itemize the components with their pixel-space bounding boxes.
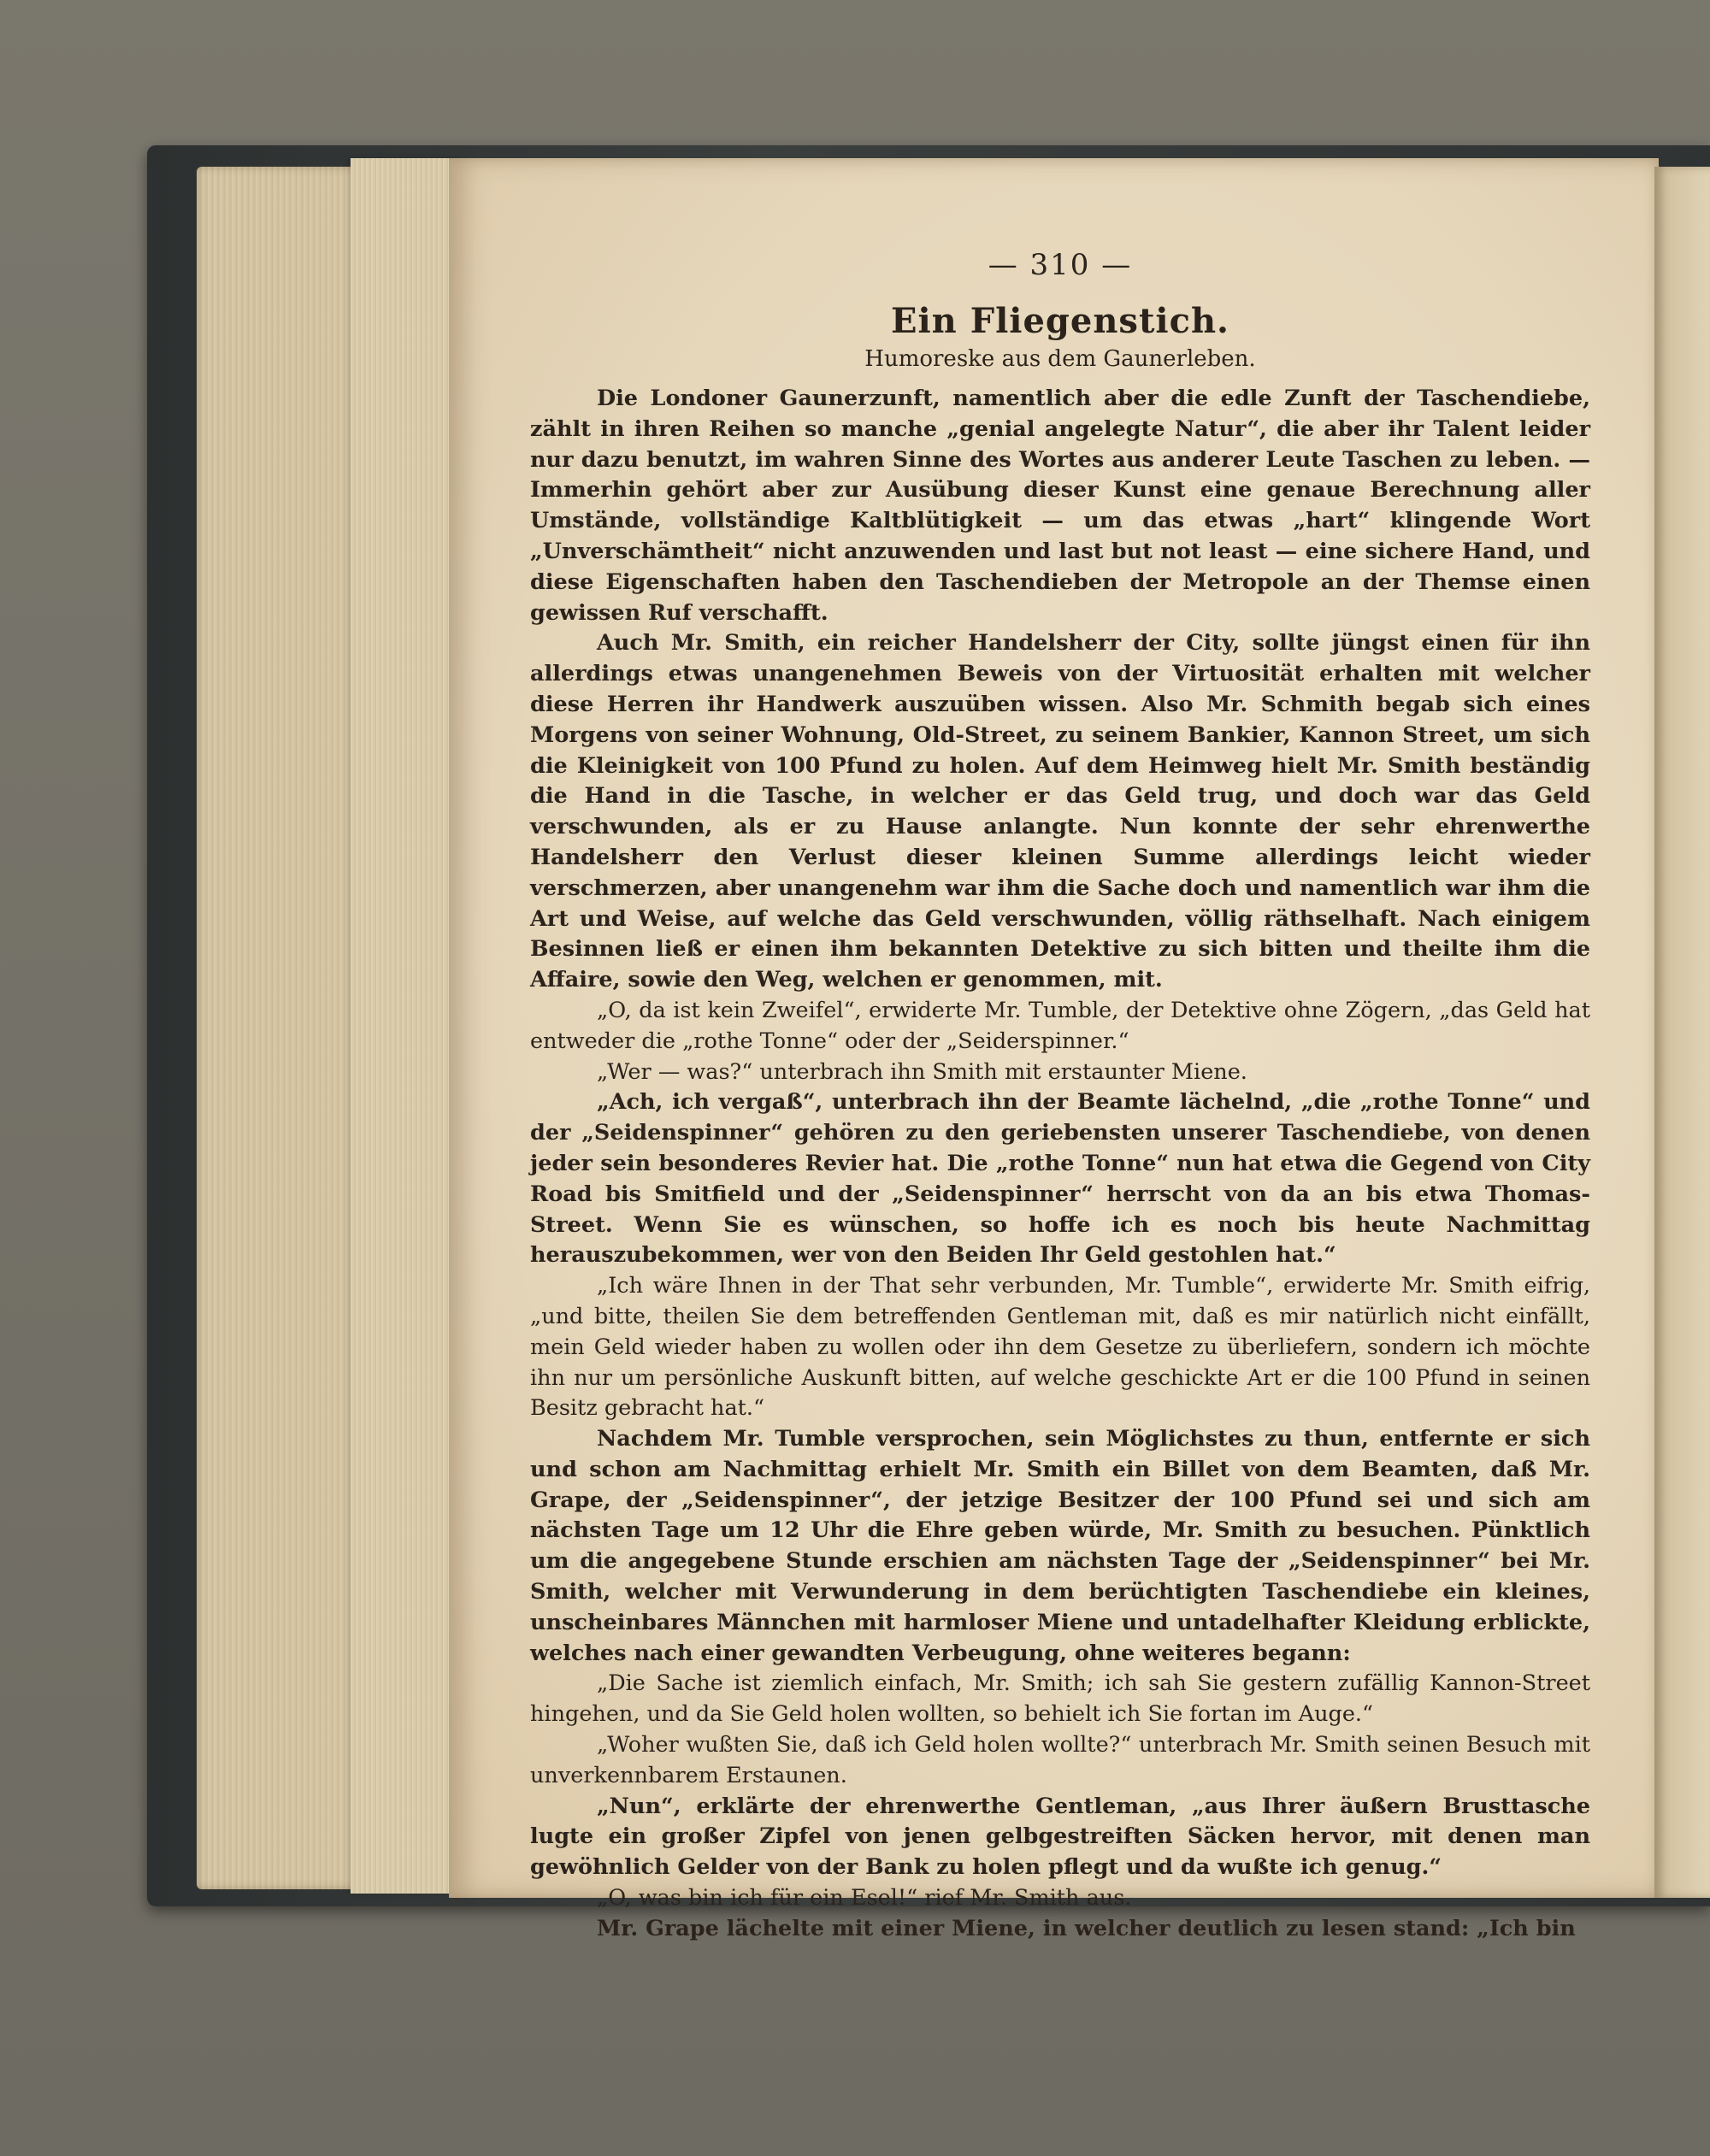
page-text <box>530 248 1590 1945</box>
story-title: Ein Fliegenstich. <box>891 301 1229 341</box>
story-body <box>530 384 1590 1945</box>
paragraph: Nachdem Mr. Tumble versprochen, sein Möglichstes zu thun, entfernte er sich und schon am Nachmittag erhielt Mr. Smith ein Billet von dem Beamten, daß Mr. Grape, der „Seidenspinner“, der jetzige Besitzer der 100 Pfund sei und sich am nächsten Tage um 12 Uhr die Ehre geben würde, Mr. Smith zu besuchen. Pünktlich um die angegebene Stunde erschien am nächsten Tage der „Seidenspinner“ bei Mr. Smith, welcher mit Verwunderung in dem berüchtigten Taschendiebe ein kleines, unscheinbares Männchen mit harmloser Miene und untadelhafter Kleidung erblickte, welches nach einer gewandten Verbeugung, ohne weiteres begann: <box>530 1426 1590 1666</box>
paragraph: „Woher wußten Sie, daß ich Geld holen wollte?“ unterbrach Mr. Smith seinen Besuch mit unverkennbarem Erstaunen. <box>530 1732 1590 1788</box>
paragraph: „Nun“, erklärte der ehrenwerthe Gentleman, „aus Ihrer äußern Brusttasche lugte ein großer Zipfel von jenen gelbgestreiften Säcken hervor, mit denen man gewöhnlich Gelder von der Bank zu holen pflegt und da wußte ich genug.“ <box>530 1793 1590 1881</box>
paragraph: „O, was bin ich für ein Esel!“ rief Mr. Smith aus. <box>597 1885 1132 1912</box>
story-subtitle: Humoreske aus dem Gaunerleben. <box>864 346 1256 372</box>
paragraph: „Die Sache ist ziemlich einfach, Mr. Smith; ich sah Sie gestern zufällig Kannon-Street hingehen, und da Sie Geld holen wollten, so behielt ich Sie fortan im Auge.“ <box>530 1670 1590 1728</box>
paragraph: Auch Mr. Smith, ein reicher Handelsherr der City, sollte jüngst einen für ihn allerdings etwas unangenehmen Beweis von der Virtuosität erhalten mit welcher diese Herren ihr Handwerk auszuüben wissen. Also Mr. Schmith begab sich eines Morgens von seiner Wohnung, Old-Street, zu seinem Bankier, Kannon Street, um sich die Kleinigkeit von 100 Pfund zu holen. Auf dem Heimweg hielt Mr. Smith beständig die Hand in die Tasche, in welcher er das Geld trug, und doch war das Geld verschwunden, als er zu Hause anlangte. Nun konnte der sehr ehrenwerthe Handelsherr den Verlust dieser kleinen Summe allerdings leicht wieder verschmerzen, aber unangenehm war ihm die Sache doch und namentlich war ihm die Art und Weise, auf welche das Geld verschwunden, völlig räthselhaft. Nach einigem Besinnen ließ er einen ihm bekannten Detektive zu sich bitten und theilte ihm die Affaire, sowie den Weg, welchen er genommen, mit. <box>530 630 1590 993</box>
paragraph: Mr. Grape lächelte mit einer Miene, in welcher deutlich zu lesen stand: „Ich bin <box>597 1915 1576 1941</box>
page-number: — 310 — <box>988 248 1133 282</box>
paragraph: „Wer — was?“ unterbrach ihn Smith mit erstaunter Miene. <box>597 1058 1247 1085</box>
page-block-edges-inner <box>351 158 462 1894</box>
next-page-edge <box>1654 167 1710 1898</box>
paragraph: „Ich wäre Ihnen in der That sehr verbunden, Mr. Tumble“, erwiderte Mr. Smith eifrig, „und bitte, theilen Sie dem betreffenden Gentleman mit, daß es mir natürlich nicht einfällt, mein Geld wieder haben zu wollen oder ihn dem Gesetze zu überliefern, sondern ich möchte ihn nur um persönliche Auskunft bitten, auf welche geschickte Art er die 100 Pfund in seinen Besitz gebracht hat.“ <box>530 1273 1590 1422</box>
paragraph: „O, da ist kein Zweifel“, erwiderte Mr. Tumble, der Detektive ohne Zögern, „das Geld hat entweder die „rothe Tonne“ oder der „Seiderspinner.“ <box>530 997 1590 1054</box>
paragraph: „Ach, ich vergaß“, unterbrach ihn der Beamte lächelnd, „die „rothe Tonne“ und der „Seidenspinner“ gehören zu den geriebensten unserer Taschendiebe, von denen jeder sein besonderes Revier hat. Die „rothe Tonne“ nun hat etwa die Gegend von City Road bis Smitfield und der „Seidenspinner“ herrscht von da an bis etwa Thomas-Street. Wenn Sie es wünschen, so hoffe ich es noch bis heute Nachmittag herauszubekommen, wer von den Beiden Ihr Geld gestohlen hat.“ <box>530 1089 1590 1269</box>
paragraph: Die Londoner Gaunerzunft, namentlich aber die edle Zunft der Taschendiebe, zählt in ihren Reihen so manche „genial angelegte Natur“, die aber ihr Talent leider nur dazu benutzt, im wahren Sinne des Wortes aus anderer Leute Taschen zu leben. — Immerhin gehört aber zur Ausübung dieser Kunst eine genaue Berechnung aller Umstände, vollständige Kaltblütigkeit — um das etwas „hart“ klingende Wort „Unverschämtheit“ nicht anzuwenden und last but not least — eine sichere Hand, und diese Eigenschaften haben den Taschendieben der Metropole an der Themse einen gewissen Ruf verschafft. <box>530 386 1590 626</box>
